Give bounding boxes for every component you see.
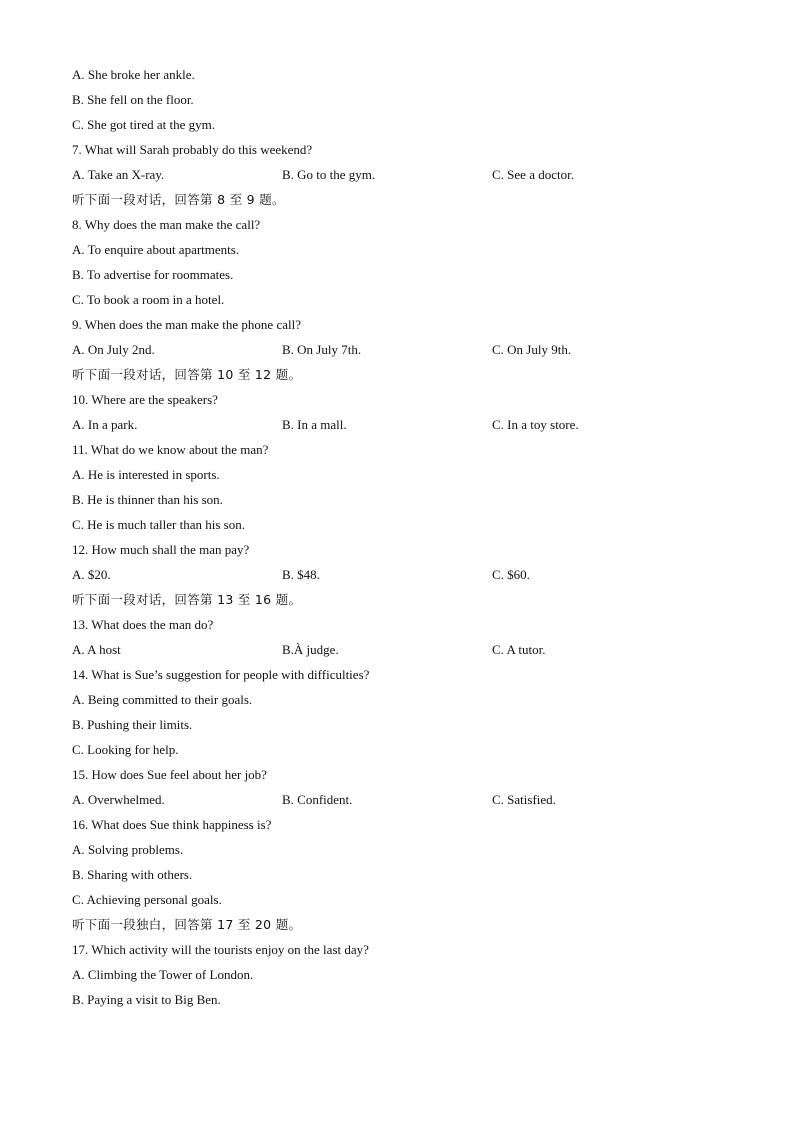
options-row-q15	[72, 787, 732, 812]
option-line: B. Paying a visit to Big Ben.	[72, 992, 221, 1007]
option-line: A. She broke her ankle.	[72, 67, 195, 82]
question-16: 16. What does Sue think happiness is?	[72, 817, 272, 832]
option-line: B. She fell on the floor.	[72, 92, 194, 107]
option-line: C. Looking for help.	[72, 742, 179, 757]
option-b: B. On July 7th.	[282, 342, 362, 357]
option-line: C. To book a room in a hotel.	[72, 292, 225, 307]
option-b: B. Confident.	[282, 792, 353, 807]
option-line: B. He is thinner than his son.	[72, 492, 223, 507]
option-a: A. On July 2nd.	[72, 342, 155, 357]
question-9: 9. When does the man make the phone call?	[72, 317, 301, 332]
option-c: C. A tutor.	[492, 642, 546, 657]
options-row-q13	[72, 637, 732, 662]
option-line: A. He is interested in sports.	[72, 467, 220, 482]
option-c: C. See a doctor.	[492, 167, 574, 182]
question-17: 17. Which activity will the tourists enjoy on the last day?	[72, 942, 369, 957]
section-instruction: 听下面一段独白，回答第 17 至 20 题。	[72, 917, 302, 932]
option-c: C. On July 9th.	[492, 342, 572, 357]
question-12: 12. How much shall the man pay?	[72, 542, 250, 557]
section-instruction: 听下面一段对话，回答第 8 至 9 题。	[72, 192, 285, 207]
option-line: C. He is much taller than his son.	[72, 517, 245, 532]
option-a: A. Overwhelmed.	[72, 792, 165, 807]
question-15: 15. How does Sue feel about her job?	[72, 767, 267, 782]
question-13: 13. What does the man do?	[72, 617, 214, 632]
option-line: A. Solving problems.	[72, 842, 184, 857]
option-a: A. In a park.	[72, 417, 138, 432]
option-a: A. A host	[72, 642, 121, 657]
option-a: A. $20.	[72, 567, 111, 582]
options-row-q9	[72, 337, 732, 362]
option-b: B. Go to the gym.	[282, 167, 376, 182]
option-line: B. To advertise for roommates.	[72, 267, 234, 282]
option-c: C. $60.	[492, 567, 530, 582]
option-b: B. In a mall.	[282, 417, 347, 432]
option-line: A. To enquire about apartments.	[72, 242, 240, 257]
options-row-q10	[72, 412, 732, 437]
section-instruction: 听下面一段对话，回答第 10 至 12 题。	[72, 367, 302, 382]
option-line: C. Achieving personal goals.	[72, 892, 222, 907]
question-7: 7. What will Sarah probably do this weekend?	[72, 142, 313, 157]
option-a: A. Take an X-ray.	[72, 167, 165, 182]
option-b: B. $48.	[282, 567, 320, 582]
options-row-q12	[72, 562, 732, 587]
option-c: C. In a toy store.	[492, 417, 579, 432]
option-line: B. Pushing their limits.	[72, 717, 193, 732]
question-10: 10. Where are the speakers?	[72, 392, 218, 407]
question-11: 11. What do we know about the man?	[72, 442, 269, 457]
option-c: C. Satisfied.	[492, 792, 556, 807]
document-page	[72, 62, 732, 1012]
option-line: C. She got tired at the gym.	[72, 117, 215, 132]
question-8: 8. Why does the man make the call?	[72, 217, 261, 232]
option-b: B.À judge.	[282, 642, 339, 657]
section-instruction: 听下面一段对话，回答第 13 至 16 题。	[72, 592, 302, 607]
option-line: A. Being committed to their goals.	[72, 692, 253, 707]
options-row-q7	[72, 162, 732, 187]
option-line: B. Sharing with others.	[72, 867, 193, 882]
option-line: A. Climbing the Tower of London.	[72, 967, 254, 982]
question-14: 14. What is Sue’s suggestion for people with difficulties?	[72, 667, 370, 682]
